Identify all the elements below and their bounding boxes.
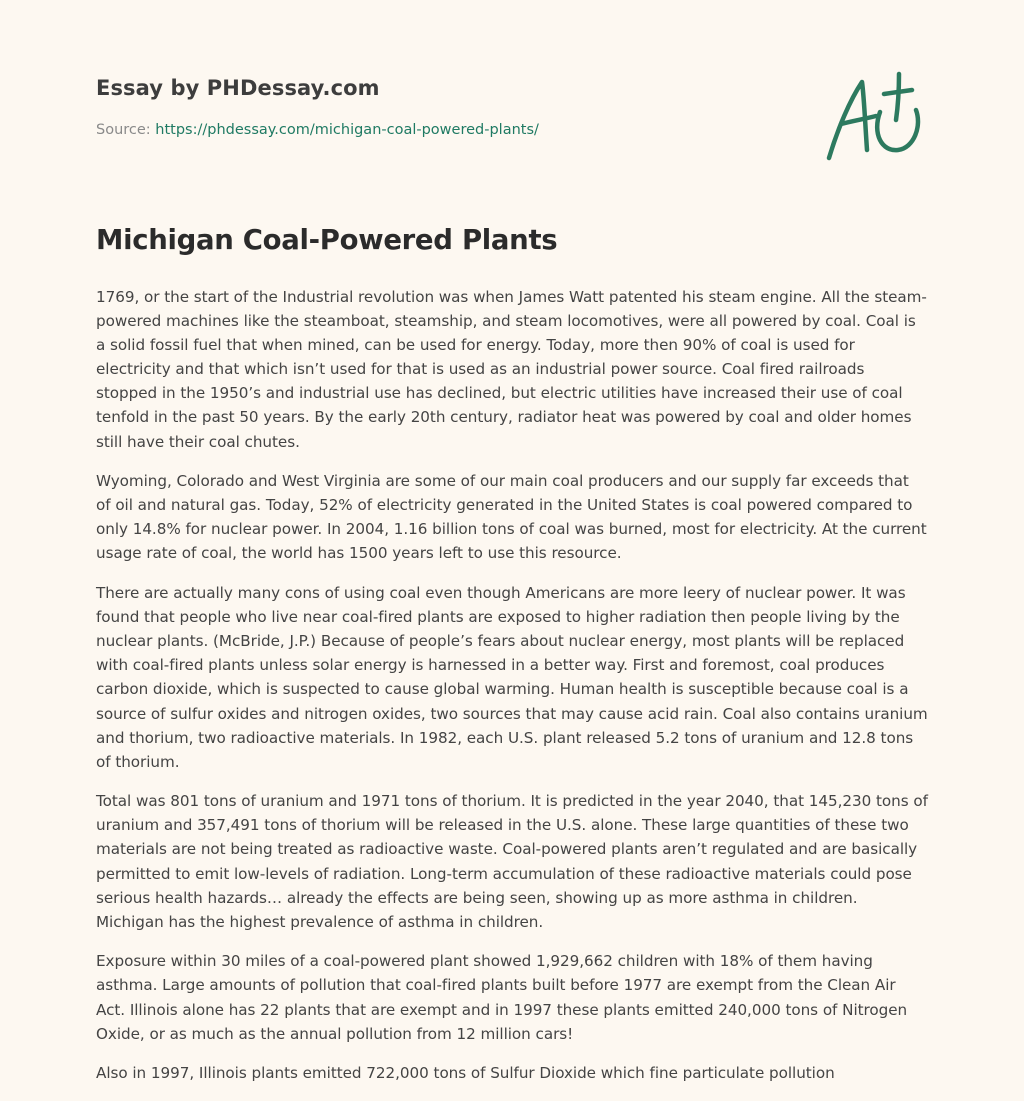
essay-paragraph: Wyoming, Colorado and West Virginia are some of our main coal producers and our supply far exceeds that of oil and natural gas. Today, 52% of electricity generated in the United States is coal powered compared to only 14.8% for nuclear power. In 2004, 1.16 billion tons of coal was burned, most for electricity. At the current usage rate of coal, the world has 1500 years left to use this resource. <box>96 472 927 563</box>
site-title: Essay by PHDessay.com <box>96 76 380 100</box>
source-link[interactable]: https://phdessay.com/michigan-coal-powered-plants/ <box>155 122 539 138</box>
a-plus-grade-icon <box>820 66 930 166</box>
essay-paragraph: There are actually many cons of using coal even though Americans are more leery of nuclear power. It was found that people who live near coal-fired plants are exposed to higher radiation then people living by the nuclear plants. (McBride, J.P.) Because of people’s fears about nuclear energy, most plants will be replaced with coal-fired plants unless solar energy is harnessed in a better way. First and foremost, coal produces carbon dioxide, which is suspected to cause global warming. Human health is susceptible because coal is a source of sulfur oxides and nitrogen oxides, two sources that may cause acid rain. Coal also contains uranium and thorium, two radioactive materials. In 1982, each U.S. plant released 5.2 tons of uranium and 12.8 tons of thorium. <box>96 584 928 771</box>
essay-paragraph: Also in 1997, Illinois plants emitted 722,000 tons of Sulfur Dioxide which fine particulate pollution <box>96 1064 835 1083</box>
essay-body <box>96 285 928 1101</box>
source-label: Source: <box>96 122 156 138</box>
essay-title: Michigan Coal-Powered Plants <box>96 224 558 256</box>
essay-paragraph: Exposure within 30 miles of a coal-powered plant showed 1,929,662 children with 18% of them having asthma. Large amounts of pollution that coal-fired plants built before 1977 are exempt from the Clean Air Act. Illinois alone has 22 plants that are exempt and in 1997 these plants emitted 240,000 tons of Nitrogen Oxide, or as much as the annual pollution from 12 million cars! <box>96 952 908 1043</box>
page-header <box>96 76 796 138</box>
source-line <box>96 122 796 138</box>
essay-paragraph: 1769, or the start of the Industrial revolution was when James Watt patented his steam engine. All the steam-powered machines like the steamboat, steamship, and steam locomotives, were all powered by coal. Coal is a solid fossil fuel that when mined, can be used for energy. Today, more then 90% of coal is used for electricity and that which isn’t used for that is used as an industrial power source. Coal fired railroads stopped in the 1950’s and industrial use has declined, but electric utilities have increased their use of coal tenfold in the past 50 years. By the early 20th century, radiator heat was powered by coal and older homes still have their coal chutes. <box>96 288 927 451</box>
essay-paragraph: Total was 801 tons of uranium and 1971 tons of thorium. It is predicted in the year 2040, that 145,230 tons of uranium and 357,491 tons of thorium will be released in the U.S. alone. These large quantities of these two materials are not being treated as radioactive waste. Coal-powered plants aren’t regulated and are basically permitted to emit low-levels of radiation. Long-term accumulation of these radioactive materials could pose serious health hazards… already the effects are being seen, showing up as more asthma in children. Michigan has the highest prevalence of asthma in children. <box>96 792 928 931</box>
